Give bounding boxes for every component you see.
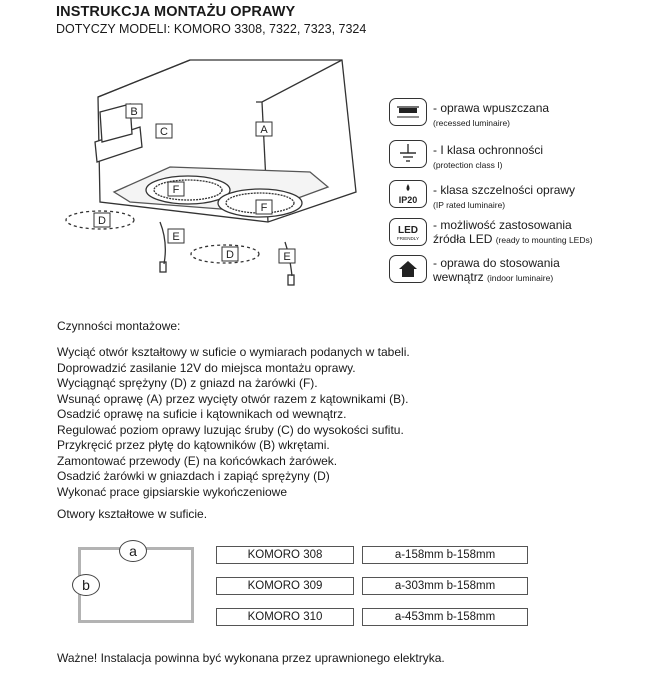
luminaire-diagram [60, 42, 380, 292]
table-dims-cell: a-303mm b-158mm [362, 577, 528, 595]
instruction-step: Przykręcić przez płytę do kątowników (B) wkrętami. [57, 438, 330, 452]
label-f2: F [260, 202, 268, 214]
instruction-step: Regulować poziom oprawy luzując śruby (C) do wysokości sufitu. [57, 422, 404, 437]
legend-recessed: - oprawa wpuszczana (recessed luminaire) [433, 101, 550, 128]
table-model-cell: KOMORO 310 [216, 608, 354, 626]
table-model-cell: KOMORO 309 [216, 577, 354, 595]
table-model-cell: KOMORO 308 [216, 546, 354, 564]
instruction-step: Osadzić żarówki w gniazdach i zapiąć sprężyny (D) [57, 469, 330, 483]
page-title: INSTRUKCJA MONTAŻU OPRAWY [56, 4, 296, 20]
table-dims-cell: a-453mm b-158mm [362, 608, 528, 626]
cutout-label-a: a [119, 540, 147, 562]
recessed-icon [389, 98, 427, 126]
instruction-step: Wykonać prace gipsiarskie wykończeniowe [57, 484, 287, 499]
legend-led: - możliwość zastosowania źródła LED (ready to mounting LEDs) [433, 218, 593, 246]
label-e2: E [283, 251, 291, 263]
legend-indoor: - oprawa do stosowania wewnątrz (indoor luminaire) [433, 256, 560, 284]
instruction-step: Wyciąć otwór kształtowy w suficie o wymiarach podanych w tabeli. [57, 345, 410, 359]
page-subtitle: DOTYCZY MODELI: KOMORO 3308, 7322, 7323, 7324 [56, 22, 367, 36]
house-icon [389, 255, 427, 283]
label-a: A [260, 124, 268, 136]
instruction-step: Wyciągnąć sprężyny (D) z gniazd na żarówki (F). [57, 376, 318, 390]
instruction-step: Osadzić oprawę na suficie i kątownikach od wewnątrz. [57, 407, 347, 421]
legend-ip-rating: - klasa szczelności oprawy (IP rated luminaire) [433, 183, 576, 210]
label-e: E [172, 231, 180, 243]
cutout-label-b: b [72, 574, 100, 596]
instruction-step: Doprowadzić zasilanie 12V do miejsca montażu oprawy. [57, 360, 356, 375]
svg-text:IP20: IP20 [398, 195, 418, 205]
svg-text:FRIENDLY: FRIENDLY [397, 236, 419, 241]
svg-text:LED: LED [398, 225, 418, 236]
ip20-icon [389, 180, 427, 208]
instructions-heading: Czynności montażowe: [57, 319, 181, 333]
instruction-step: Wsunąć oprawę (A) przez wycięty otwór razem z kątownikami (B). [57, 391, 409, 406]
ground-icon [389, 140, 427, 168]
label-d2: D [226, 249, 234, 261]
label-f: F [172, 184, 180, 196]
cutouts-heading: Otwory kształtowe w suficie. [57, 507, 208, 521]
warning-note: Ważne! Instalacja powinna być wykonana przez uprawnionego elektryka. [57, 651, 445, 665]
instruction-step: Zamontować przewody (E) na końcówkach żarówek. [57, 453, 338, 468]
label-c: C [160, 126, 168, 138]
label-d: D [98, 215, 106, 227]
legend-protection-class: - I klasa ochronności (protection class I) [433, 143, 544, 170]
table-dims-cell: a-158mm b-158mm [362, 546, 528, 564]
led-icon [389, 218, 427, 246]
label-b: B [130, 106, 138, 118]
instructions-list [57, 345, 410, 500]
